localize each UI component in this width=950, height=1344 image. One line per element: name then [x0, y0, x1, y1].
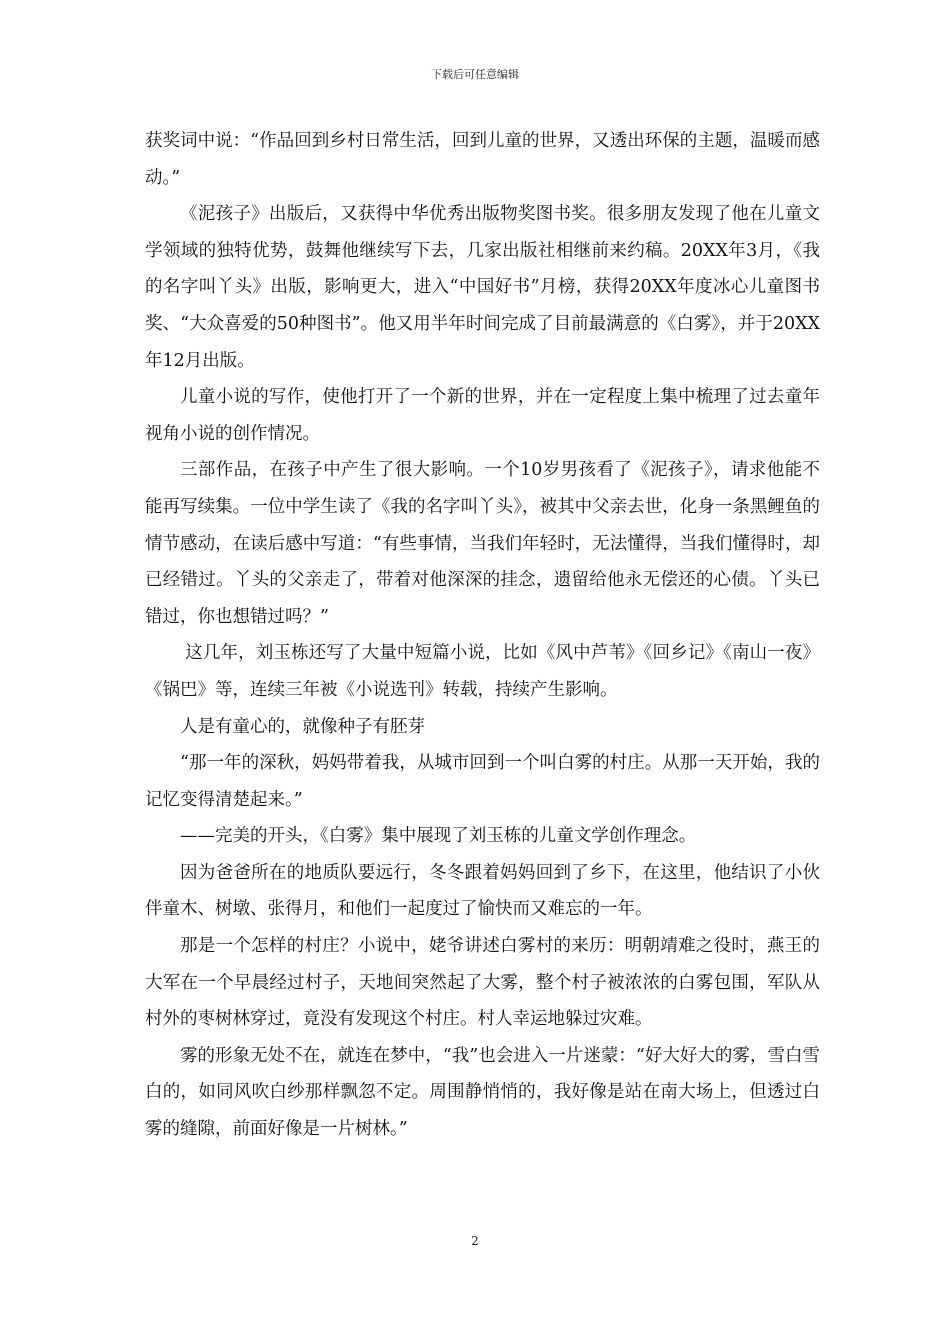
paragraph-dongdong: 因为爸爸所在的地质队要远行，冬冬跟着妈妈回到了乡下，在这里，他结识了小伙伴童木、树墩、张得月，和他们一起度过了愉快而又难忘的一年。 [145, 862, 820, 920]
page-number: 2 [471, 1234, 479, 1248]
paragraph-village-origin: 那是一个怎样的村庄？小说中，姥爷讲述白雾村的来历：明朝靖难之役时，燕王的大军在一个早晨经过村子，天地间突然起了大雾，整个村子被浓浓的白雾包围，军队从村外的枣树林穿过，竟没有发现这个村庄。村人幸运地躲过灾难。 [145, 936, 820, 1030]
paragraph-award-quote: 获奖词中说：“作品回到乡村日常生活，回到儿童的世界，又透出环保的主题，温暖而感动。” [145, 131, 820, 188]
section-heading: 人是有童心的，就像种子有胚芽 [180, 716, 425, 737]
page-header: 下载后可任意编辑 [431, 68, 519, 81]
document-body [145, 123, 820, 1148]
paragraph-perfect-opening: ——完美的开头，《白雾》集中展现了刘玉栋的儿童文学创作理念。 [180, 826, 697, 847]
paragraph-opening-quote: “那一年的深秋，妈妈带着我，从城市回到一个叫白雾的村庄。从那一天开始，我的记忆变得清楚起来。” [145, 753, 820, 810]
paragraph-fog-image: 雾的形象无处不在，就连在梦中，“我”也会进入一片迷蒙：“好大好大的雾，雪白雪白的，如同风吹白纱那样飘忽不定。周围静悄悄的，我好像是站在南大场上，但透过白雾的缝隙，前面好像是一片树林。” [145, 1045, 820, 1140]
paragraph-short-stories: 这几年，刘玉栋还写了大量中短篇小说，比如《风中芦苇》《回乡记》《南山一夜》《锅巴》等，连续三年被《小说选刊》转载，持续产生影响。 [145, 643, 820, 700]
paragraph-publication-history: 《泥孩子》出版后，又获得中华优秀出版物奖图书奖。很多朋友发现了他在儿童文学领域的独特优势，鼓舞他继续写下去，几家出版社相继前来约稿。20XX年3月，《我的名字叫丫头》出版，影响更大，进入“中国好书”月榜，获得20XX年度冰心儿童图书奖、“大众喜爱的50种图书”。他又用半年时间完成了目前最满意的《白雾》，并于20XX年12月出版。 [145, 204, 820, 371]
paragraph-reader-influence: 三部作品，在孩子中产生了很大影响。一个10岁男孩看了《泥孩子》，请求他能不能再写续集。一位中学生读了《我的名字叫丫头》，被其中父亲去世，化身一条黑鲤鱼的情节感动，在读后感中写道：“有些事情，当我们年轻时，无法懂得，当我们懂得时，却已经错过。丫头的父亲走了，带着对他深深的挂念，遗留给他永无偿还的心债。丫头已错过，你也想错过吗？” [145, 460, 820, 627]
paragraph-new-world: 儿童小说的写作，使他打开了一个新的世界，并在一定程度上集中梳理了过去童年视角小说的创作情况。 [145, 387, 820, 444]
